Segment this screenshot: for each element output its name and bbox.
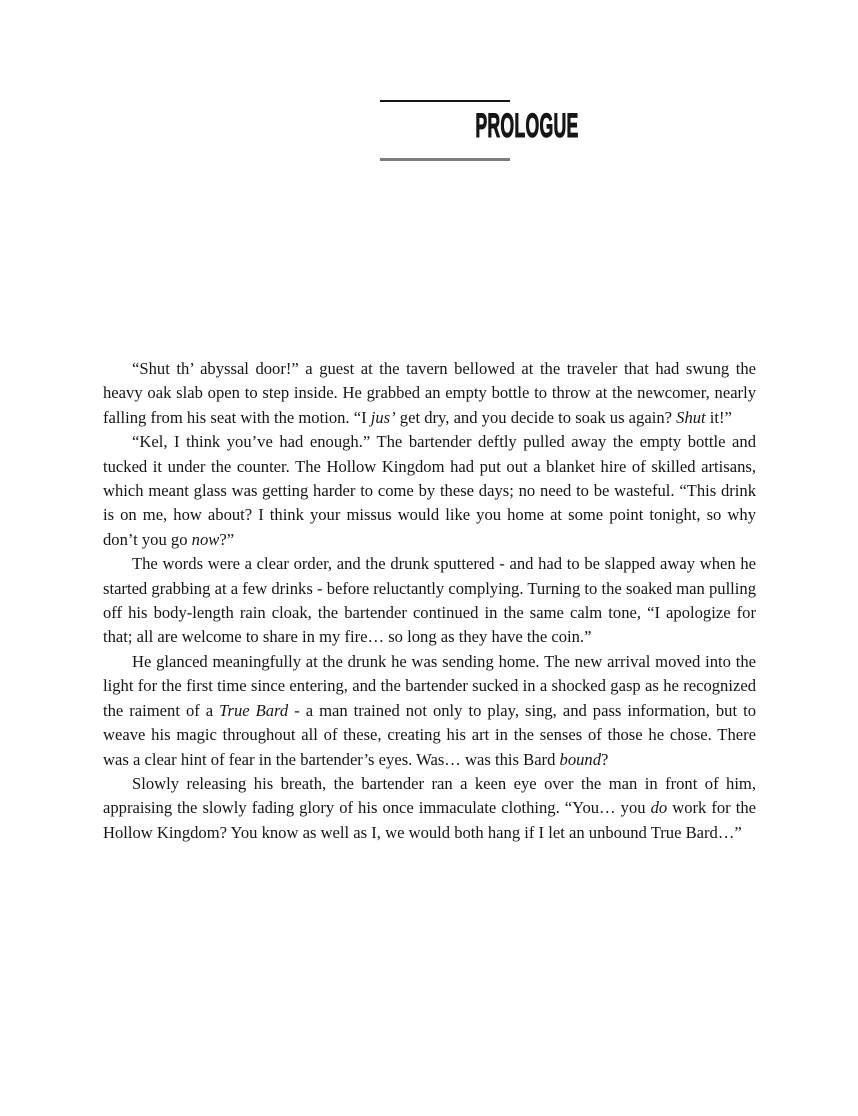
text-segment: work for the Hollow Kingdom? You know as well as I, we would both hang if I let an unbound True Bard…” xyxy=(103,798,757,842)
text-segment: - a man trained not only to play, sing, and pass information, but to weave his magic throughout all of these, creating his art in the senses of those he chose. There was a clear hint of fear in the bartender’s eyes. Was… was this Bard xyxy=(103,700,756,769)
paragraph xyxy=(103,772,756,845)
text-segment: Slowly releasing his breath, the bartender ran a keen eye over the man in front of him, appraising the slowly fading glory of his once immaculate clothing. “You… you xyxy=(103,773,756,818)
text-segment: get dry, and you decide to soak us again? xyxy=(395,407,677,427)
text-segment: The words were a clear order, and the drunk sputtered - and had to be slapped away when he started grabbing at a few drinks - before reluctantly complying. Turning to the soaked man pulling off his body-length rain cloak, the bartender continued in the same calm tone, “I apologize for that; all are welcome to share in my fire… so long as they have the coin.” xyxy=(103,554,756,647)
prologue-text xyxy=(103,357,756,845)
italic-segment: now xyxy=(191,529,220,549)
text-segment: ?” xyxy=(219,529,235,549)
chapter-title: PROLOGUE xyxy=(475,107,579,145)
paragraph xyxy=(103,357,756,430)
italic-segment: Shut xyxy=(676,407,706,427)
italic-segment: bound xyxy=(559,749,602,769)
italic-segment: do xyxy=(650,798,668,818)
italic-segment: True Bard xyxy=(219,700,289,720)
paragraph xyxy=(103,552,756,650)
text-segment: “Kel, I think you’ve had enough.” The bartender deftly pulled away the empty bottle and tucked it under the counter. The Hollow Kingdom had put out a blanket hire of skilled artisans, which meant glass was getting harder to come by these days; no need to be wasteful. “This drink is on me, how about? I think your missus would like you home at some point tonight, so why don’t you go xyxy=(103,432,756,549)
text-segment: He glanced meaningfully at the drunk he was sending home. The new arrival moved into the light for the first time since entering, and the bartender sucked in a shocked gasp as he recognized the raiment of a xyxy=(103,651,756,720)
paragraph xyxy=(103,650,756,772)
heading-rule-top xyxy=(380,100,510,102)
italic-segment: jus’ xyxy=(370,407,396,427)
chapter-title-row xyxy=(380,107,579,145)
heading-rule-bottom xyxy=(380,158,510,161)
text-segment: “Shut th’ abyssal door!” a guest at the tavern bellowed at the traveler that had swung the heavy oak slab open to step inside. He grabbed an empty bottle to throw at the newcomer, nearly falling from his seat with the motion. “I xyxy=(103,359,756,427)
chapter-heading-block xyxy=(380,100,579,161)
text-segment: it!” xyxy=(705,407,732,427)
paragraph xyxy=(103,430,756,552)
text-segment: ? xyxy=(601,749,609,769)
